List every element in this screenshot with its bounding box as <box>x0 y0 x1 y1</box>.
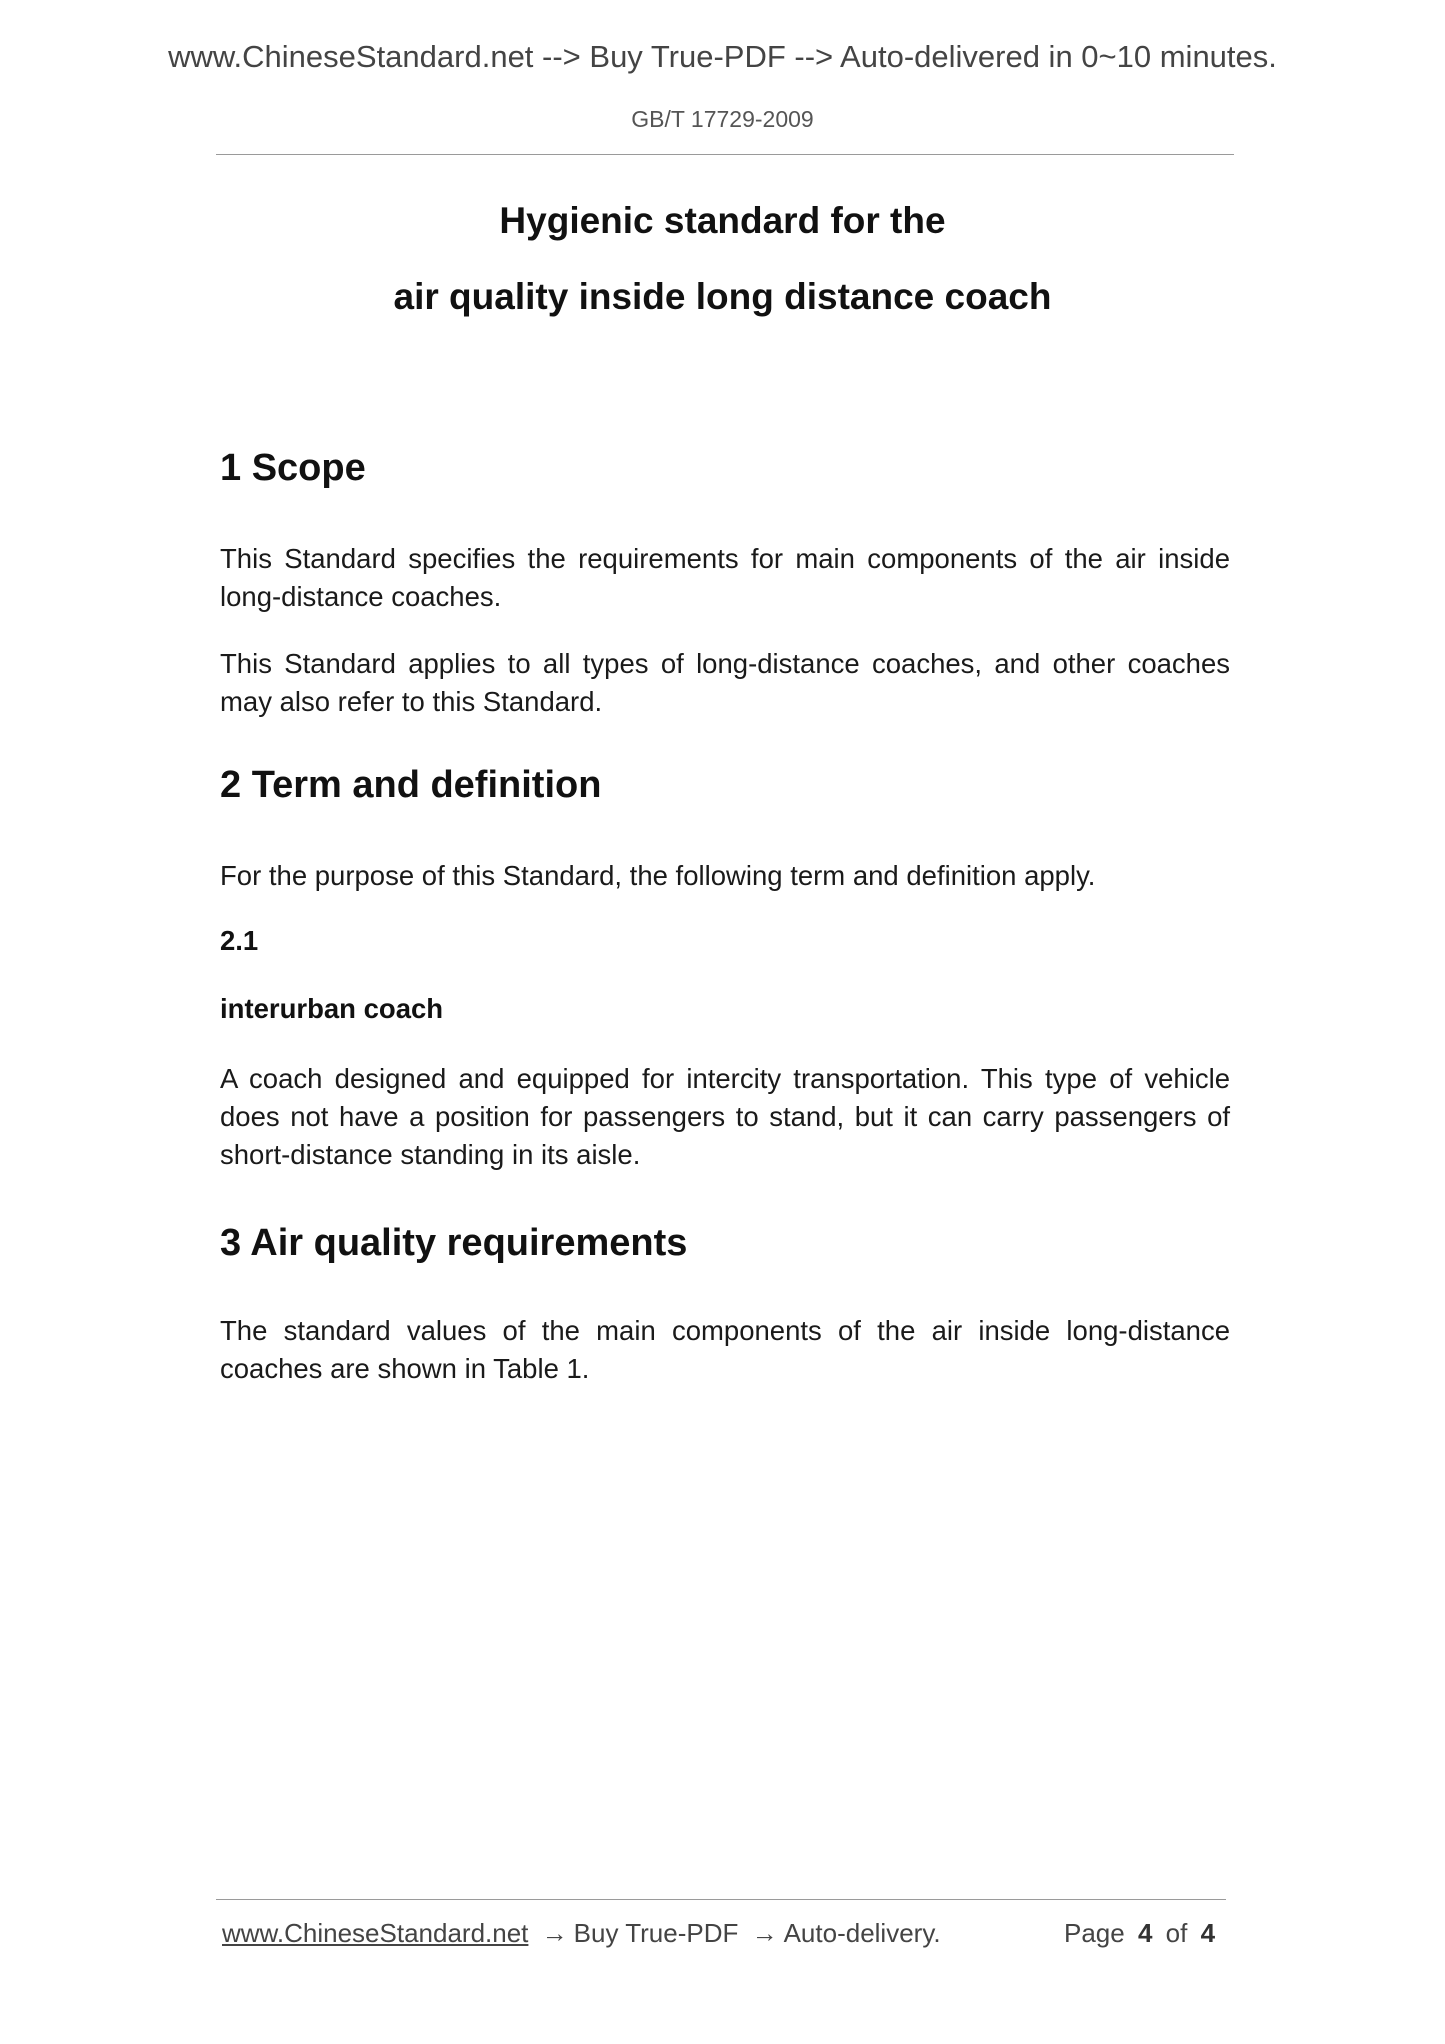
terms-intro: For the purpose of this Standard, the following term and definition apply. <box>220 860 1096 891</box>
term-definition: A coach designed and equipped for intercity transportation. This type of vehicle does not have a position for passengers to stand, but it can carry passengers of short-distance standing in its aisle. <box>220 1063 1230 1170</box>
standard-code: GB/T 17729-2009 <box>631 106 814 132</box>
section-air-quality <box>220 1222 1230 1265</box>
term-name: interurban coach <box>220 993 444 1024</box>
arrow-right-icon: → <box>541 1918 568 1948</box>
page-current: 4 <box>1137 1918 1153 1948</box>
scope-paragraph-2-block <box>220 645 1230 721</box>
section-heading: 2 Term and definition <box>220 764 602 806</box>
page-indicator <box>1064 1918 1221 1949</box>
arrow-right-icon: → <box>751 1918 778 1948</box>
page-footer <box>222 1918 1222 1949</box>
page-label: Page <box>1064 1918 1125 1948</box>
section-heading: 1 Scope <box>220 447 366 489</box>
clause-number-block <box>220 925 1230 957</box>
document-title-line-1: Hygienic standard for the <box>499 200 946 241</box>
air-quality-paragraph-block <box>220 1312 1230 1388</box>
footer-site-link[interactable]: www.ChineseStandard.net <box>222 1918 529 1948</box>
scope-paragraph-1-block <box>220 540 1230 616</box>
section-terms <box>220 764 1230 807</box>
footer-buy-text: Buy True-PDF <box>573 1918 739 1948</box>
section-heading: 3 Air quality requirements <box>220 1222 688 1264</box>
clause-number: 2.1 <box>220 925 259 956</box>
page-total: 4 <box>1200 1918 1216 1948</box>
footer-divider <box>216 1899 1226 1900</box>
footer-delivery-text: Auto-delivery. <box>783 1918 941 1948</box>
promo-banner: www.ChineseStandard.net --> Buy True-PDF --> Auto-delivered in 0~10 minutes. <box>168 39 1277 74</box>
document-title-line-2: air quality inside long distance coach <box>393 276 1052 317</box>
definition-block <box>220 1060 1230 1174</box>
scope-paragraph-2: This Standard applies to all types of long-distance coaches, and other coaches may also refer to this Standard. <box>220 648 1230 717</box>
section-scope <box>220 447 1230 490</box>
terms-intro-block <box>220 857 1230 895</box>
header-divider <box>216 154 1234 155</box>
air-quality-paragraph: The standard values of the main components of the air inside long-distance coaches are shown in Table 1. <box>220 1315 1230 1384</box>
scope-paragraph-1: This Standard specifies the requirements for main components of the air inside long-distance coaches. <box>220 543 1230 612</box>
term-block <box>220 993 1230 1025</box>
page-of-label: of <box>1165 1918 1188 1948</box>
